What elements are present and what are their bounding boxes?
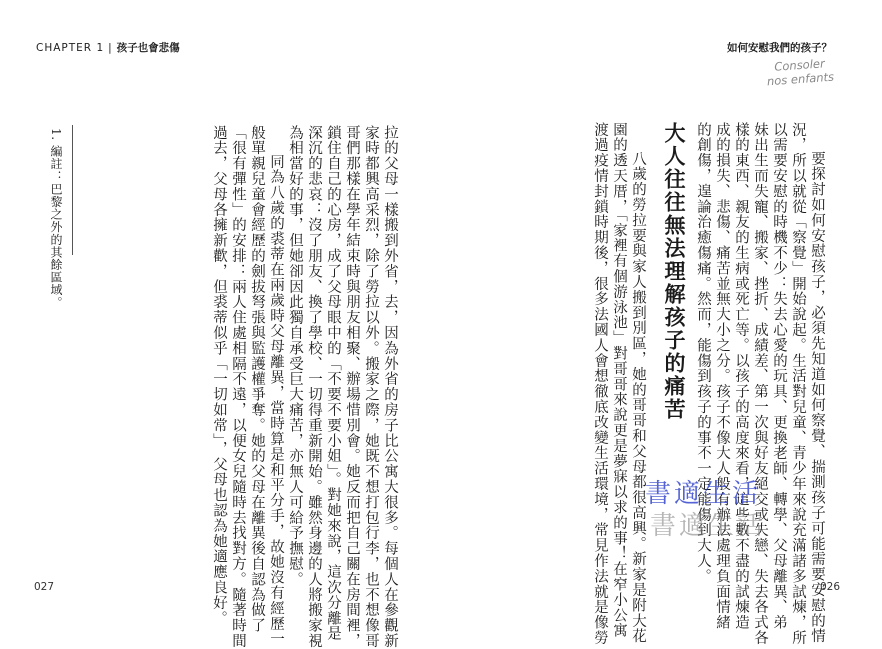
text-line: 樣的東西、親友的生病或死亡等。以孩子的高度來看，這些數不盡的試煉造: [733, 122, 749, 631]
text-line: 「很有彈性」的安排：兩人住處相隔不遠，以便女兒隨時去找對方。隨著時間: [230, 125, 246, 649]
text-line: 過去，父母各擁新歡，但裘蒂似乎「一切如常」，父母也認為她適應良好。: [211, 125, 227, 626]
chapter-label: CHAPTER: [36, 42, 93, 54]
paragraph-judy: [209, 125, 285, 649]
text-line: 的創傷，遑論治癒傷痛。然而，能傷到孩子的事不一定能傷到大人。: [695, 122, 711, 584]
left-page-body: [209, 125, 399, 649]
page-number-right: 026: [819, 581, 840, 593]
text-line: 哥們那樣在學年結束時與朋友相聚、辦場惜別會。她反而把自己關在房間裡，: [344, 125, 360, 649]
text-line: 般單親兒童會經歷的劍拔弩張與監護權爭奪。她的父母在離異後自認為做了: [249, 125, 265, 634]
running-header-left: [36, 40, 180, 55]
section-heading: 大人往往無法理解孩子的痛苦: [662, 122, 686, 421]
text-line: 鎖住自己的心房，成了父母眼中的「不要不要小姐」。對她來說，這次分離是: [325, 125, 341, 642]
text-line: 況，所以就從「察覺」開始說起。生活對兒童、青少年來說充滿諸多試煉，所: [790, 122, 806, 646]
text-line: 八歲的勞拉要與家人搬到別區，她的哥哥和父母都很高興。新家是附大花: [630, 151, 646, 644]
paragraph-laura-continued: [285, 125, 399, 649]
text-line: 要探討如何安慰孩子，必須先知道如何察覺、揣測孩子可能需要安慰的情: [809, 151, 825, 644]
paragraph-laura: [590, 122, 647, 646]
text-line: 家時都興高采烈，除了勞拉以外。搬家之際，她既不想打包行李，也不想像哥: [363, 125, 379, 649]
footnote-rule: [72, 125, 73, 255]
text-line: 渡過疫情封鎖時期後，很多法國人會想徹底改變生活環境，常見作法就是像勞: [592, 122, 608, 646]
subtitle-line: nos enfants: [766, 69, 835, 89]
text-line: 以需要安慰的時機不少：失去心愛的玩具、更換老師、轉學、父母離異、弟: [771, 122, 787, 631]
text-line: 深沉的悲哀：沒了朋友、換了學校、一切得重新開始。雖然身邊的人將搬家視: [306, 125, 322, 649]
text-line: 拉的父母一樣搬到外省，去，因為外省的房子比公寓大很多。每個人在參觀新: [382, 125, 398, 649]
chapter-number: 1: [96, 42, 105, 54]
text-line: 同為八歲的裘蒂在兩歲時父母離異，當時算是和平分手，故她沒有經歷一: [268, 154, 284, 647]
watermark-gray: 書適生活: [650, 511, 767, 541]
running-header-right: 如何安慰我們的孩子？: [727, 42, 832, 54]
text-line: 園的透天厝，「家裡有個游泳池」對哥哥來說更是夢寐以求的事！在窄小公寓: [611, 122, 627, 639]
footnote: 1. 編註：巴黎之外的其餘區域。: [49, 128, 63, 309]
text-line: 妹出生而失寵、搬家、挫折、成績差、第一次與好友絕交或失戀、失去各式各: [752, 122, 768, 646]
text-line: 為相當好的事，但她卻因此獨自承受巨大痛苦，亦無人可給予撫慰。: [287, 125, 303, 587]
watermark-blue: 書適生活: [645, 479, 762, 509]
chapter-title: 孩子也會悲傷: [116, 42, 180, 54]
text-line: 成的損失、悲傷、痛苦並無大小之分。孩子不像大人般有辦法處理負面情緒: [714, 122, 730, 631]
header-separator: |: [108, 42, 113, 54]
page-number-left: 027: [34, 581, 55, 593]
french-subtitle: [759, 55, 841, 89]
subtitle-line: Consoler: [773, 56, 826, 74]
